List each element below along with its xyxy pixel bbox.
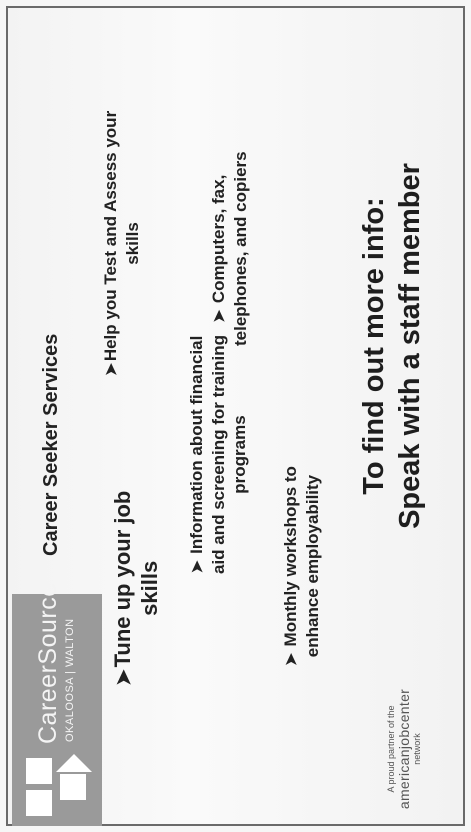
call-to-action [356,36,428,656]
service-financial-aid [186,335,250,574]
cta-line1: To find out more info: [358,197,390,495]
service-test-assess [100,111,143,376]
careersource-logo-band [12,582,102,826]
tune-line1: Tune up your job [110,490,135,668]
monthly-line2: enhance employability [303,474,322,658]
careersource-logo-icon [20,750,96,820]
service-workshops [280,466,323,666]
arrow-bullet-icon: ➤ [103,363,120,376]
arrow-bullet-icon: ➤ [283,653,300,666]
page-title: Career Seeker Services [40,333,62,556]
computers-line1: Computers, fax, [209,174,228,304]
info-line1: Information about financial [187,335,206,554]
info-line2: aid and screening for training [209,335,228,574]
help-line1: Help you Test and Assess your [101,110,120,362]
american-job-center-badge [386,674,422,824]
cta-line2: Speak with a staff member [394,163,426,529]
brand-name: CareerSource [34,582,62,744]
partner-network: network [412,733,422,765]
flyer-frame [6,6,465,826]
computers-line2: telephones, and copiers [231,151,250,346]
service-computers [208,151,251,346]
service-tune-up [110,491,163,686]
partner-name: americanjobcenter [396,688,412,810]
arrow-bullet-icon: ➤ [211,309,228,323]
arrow-bullet-icon: ➤ [113,669,135,686]
tune-line2: skills [137,560,162,616]
monthly-line1: Monthly workshops to [281,466,300,647]
help-line2: skills [123,222,142,265]
info-line3: programs [230,415,249,494]
flyer-canvas [10,10,465,826]
arrow-bullet-icon: ➤ [189,560,206,574]
brand-region: OKALOOSA | WALTON [64,618,76,742]
partner-tagline: A proud partner of the [386,705,396,793]
